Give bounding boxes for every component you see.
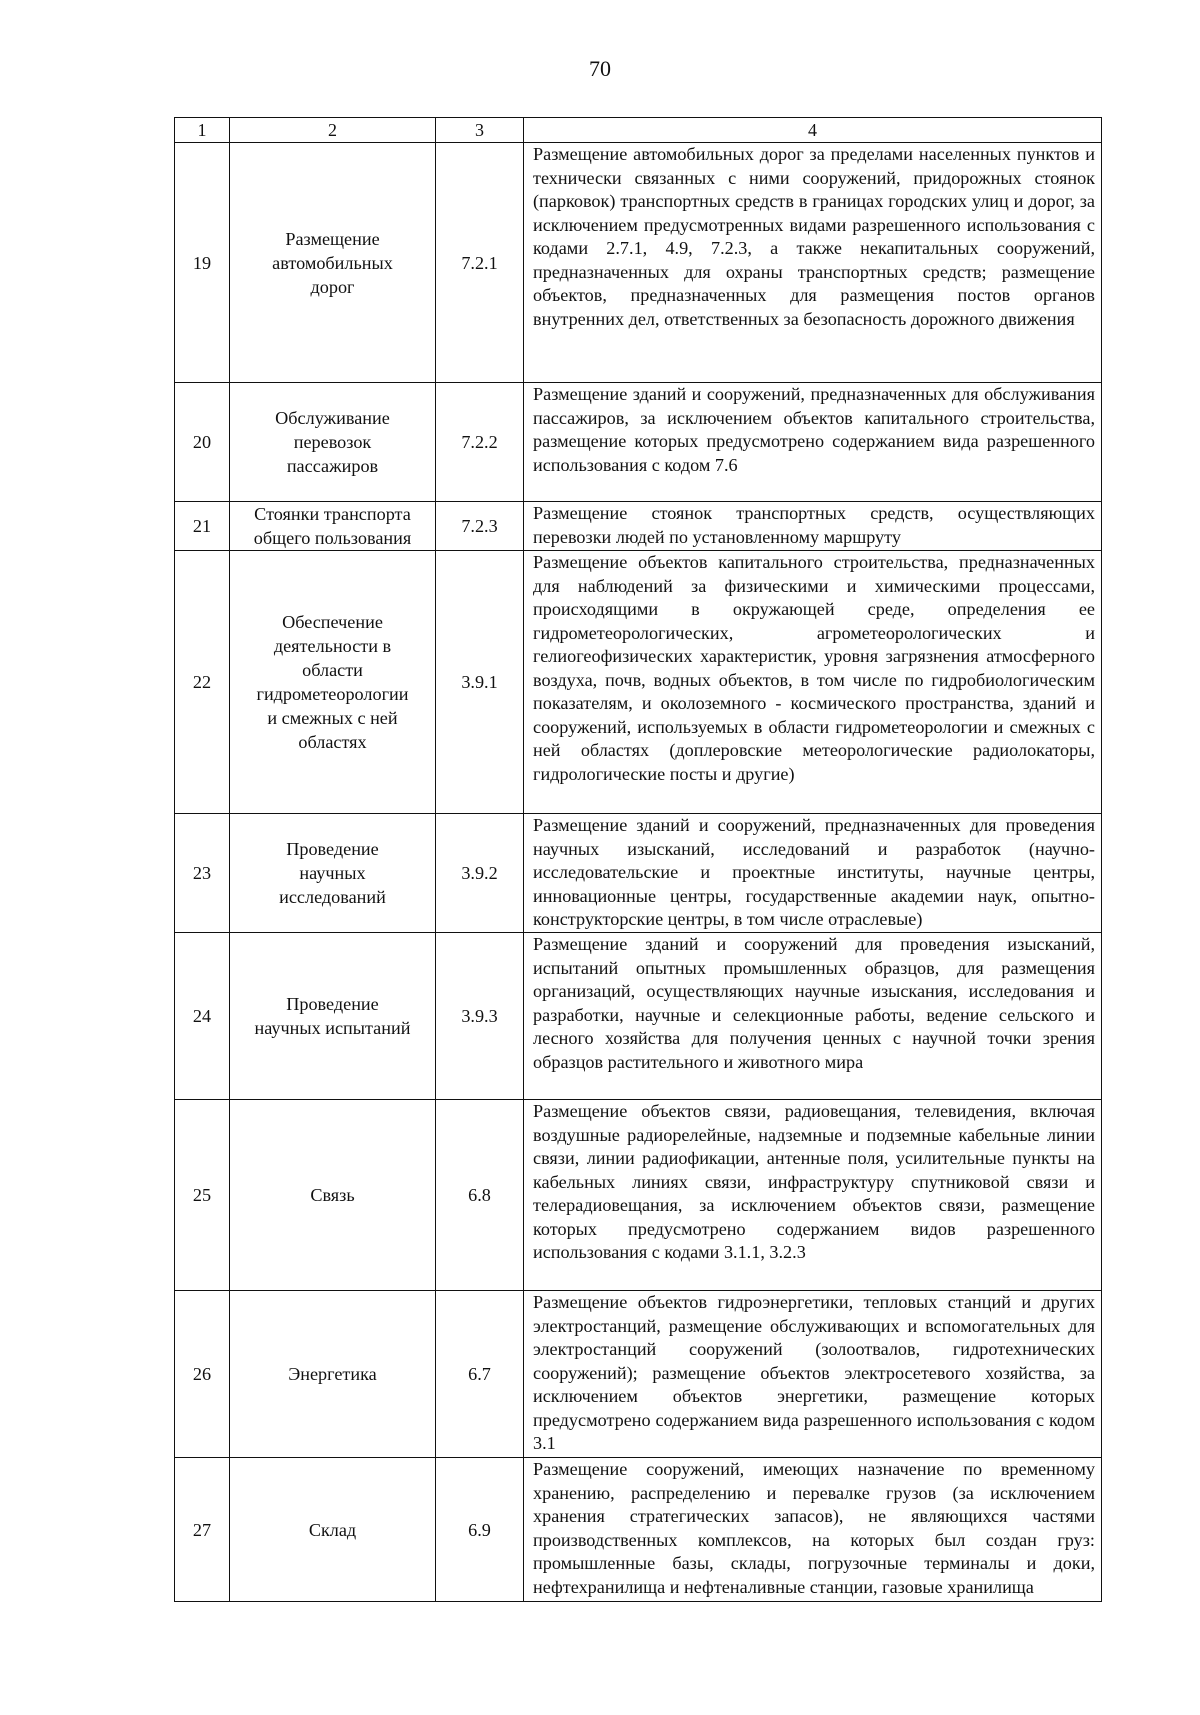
row-number: 20 xyxy=(175,383,230,502)
table-row xyxy=(175,814,1102,933)
table-row xyxy=(175,551,1102,814)
row-number: 24 xyxy=(175,933,230,1100)
table-row xyxy=(175,1291,1102,1458)
header-cell-name: 2 xyxy=(230,118,436,143)
table-row xyxy=(175,1458,1102,1602)
row-number: 27 xyxy=(175,1458,230,1602)
row-name: Стоянки транспорта общего пользования xyxy=(253,504,412,548)
row-code: 7.2.1 xyxy=(436,143,524,383)
table-row xyxy=(175,1100,1102,1291)
header-cell-description: 4 xyxy=(524,118,1102,143)
table-header-row xyxy=(175,118,1102,143)
row-number: 25 xyxy=(175,1100,230,1291)
land-use-table xyxy=(174,117,1102,1602)
row-name: Обеспечение деятельности в области гидрометеорологии и смежных с ней областях xyxy=(256,612,409,752)
row-code: 7.2.3 xyxy=(436,502,524,551)
row-name: Проведение научных исследований xyxy=(279,839,386,907)
table-row xyxy=(175,383,1102,502)
row-number: 26 xyxy=(175,1291,230,1458)
row-description: Размещение стоянок транспортных средств, осуществляющих перевозки людей по установленному маршруту xyxy=(533,503,1095,547)
page-number: 70 xyxy=(589,56,611,81)
row-name: Склад xyxy=(308,1519,357,1540)
row-name: Связь xyxy=(310,1185,355,1205)
row-code: 3.9.3 xyxy=(436,933,524,1100)
table-row xyxy=(175,933,1102,1100)
row-description: Размещение объектов гидроэнергетики, тепловых станций и других электростанций, размещение обслуживающих и вспомогательных для электростанций сооружений (золоотвалов, гидротехнических сооружений); размещение объектов электросетевого хозяйства, за исключением объектов энергетики, размещение которых предусмотрено содержанием вида разрешенного использования с кодом 3.1 xyxy=(533,1292,1095,1453)
row-description: Размещение сооружений, имеющих назначение по временному хранению, распределению и перевалке грузов (за исключением хранения стратегических запасов), не являющихся частями производственных комплексов, на которых был создан груз: промышленные базы, склады, погрузочные терминалы и доки, нефтехранилища и нефтеналивные станции, газовые хранилища xyxy=(533,1459,1095,1597)
row-code: 3.9.1 xyxy=(436,551,524,814)
row-description: Размещение зданий и сооружений, предназначенных для обслуживания пассажиров, за исключением объектов капитального строительства, размещение которых предусмотрено содержанием вида разрешенного использования с кодом 7.6 xyxy=(533,384,1095,475)
row-description: Размещение объектов капитального строительства, предназначенных для наблюдений за физическими и химическими процессами, происходящими в окружающей среде, определения ее гидрометеорологических, агрометеорологических и гелиогеофизических характеристик, уровня загрязнения атмосферного воздуха, почв, водных объектов, в том числе по гидробиологическим показателям, и околоземного - космического пространства, зданий и сооружений, используемых в области гидрометеорологии и смежных с ней областях (доплеровские метеорологические радиолокаторы, гидрологические посты и другие) xyxy=(533,552,1095,784)
row-number: 22 xyxy=(175,551,230,814)
row-number: 19 xyxy=(175,143,230,383)
row-code: 6.9 xyxy=(436,1458,524,1602)
row-code: 3.9.2 xyxy=(436,814,524,933)
header-cell-num: 1 xyxy=(175,118,230,143)
row-description: Размещение объектов связи, радиовещания, телевидения, включая воздушные радиорелейные, надземные и подземные кабельные линии связи, линии радиофикации, антенные поля, усилительные пункты на кабельных линиях связи, инфраструктуру спутниковой связи и телерадиовещания, за исключением объектов связи, размещение которых предусмотрено содержанием видов разрешенного использования с кодами 3.1.1, 3.2.3 xyxy=(533,1101,1095,1262)
row-name: Энергетика xyxy=(288,1364,377,1384)
row-name: Обслуживание перевозок пассажиров xyxy=(275,408,390,476)
header-cell-code: 3 xyxy=(436,118,524,143)
row-number: 21 xyxy=(175,502,230,551)
row-name: Размещение автомобильных дорог xyxy=(272,228,393,297)
row-description: Размещение зданий и сооружений, предназначенных для проведения научных изысканий, исследований и разработок (научно-исследовательские и проектные институты, научные центры, инновационные центры, государственные академии наук, опытно-конструкторские центры, в том числе отраслевые) xyxy=(533,815,1095,929)
row-name: Проведение научных испытаний xyxy=(254,994,411,1038)
row-code: 6.7 xyxy=(436,1291,524,1458)
row-description: Размещение зданий и сооружений для проведения изысканий, испытаний опытных промышленных образцов, для размещения организаций, осуществляющих научные изыскания, исследования и разработки, научные и селекционные работы, ведение сельского и лесного хозяйства для получения ценных с научной точки зрения образцов растительного и животного мира xyxy=(533,934,1095,1072)
row-number: 23 xyxy=(175,814,230,933)
table-row xyxy=(175,502,1102,551)
row-description: Размещение автомобильных дорог за пределами населенных пунктов и технически связанных с ними сооружений, придорожных стоянок (парковок) транспортных средств в границах городских улиц и дорог, за исключением предусмотренных видами разрешенного использования с кодами 2.7.1, 4.9, 7.2.3, а также некапитальных сооружений, предназначенных для охраны транспортных средств; размещение объектов, предназначенных для размещения постов органов внутренних дел, ответственных за безопасность дорожного движения xyxy=(533,144,1095,329)
row-code: 6.8 xyxy=(436,1100,524,1291)
table-row xyxy=(175,143,1102,383)
row-code: 7.2.2 xyxy=(436,383,524,502)
